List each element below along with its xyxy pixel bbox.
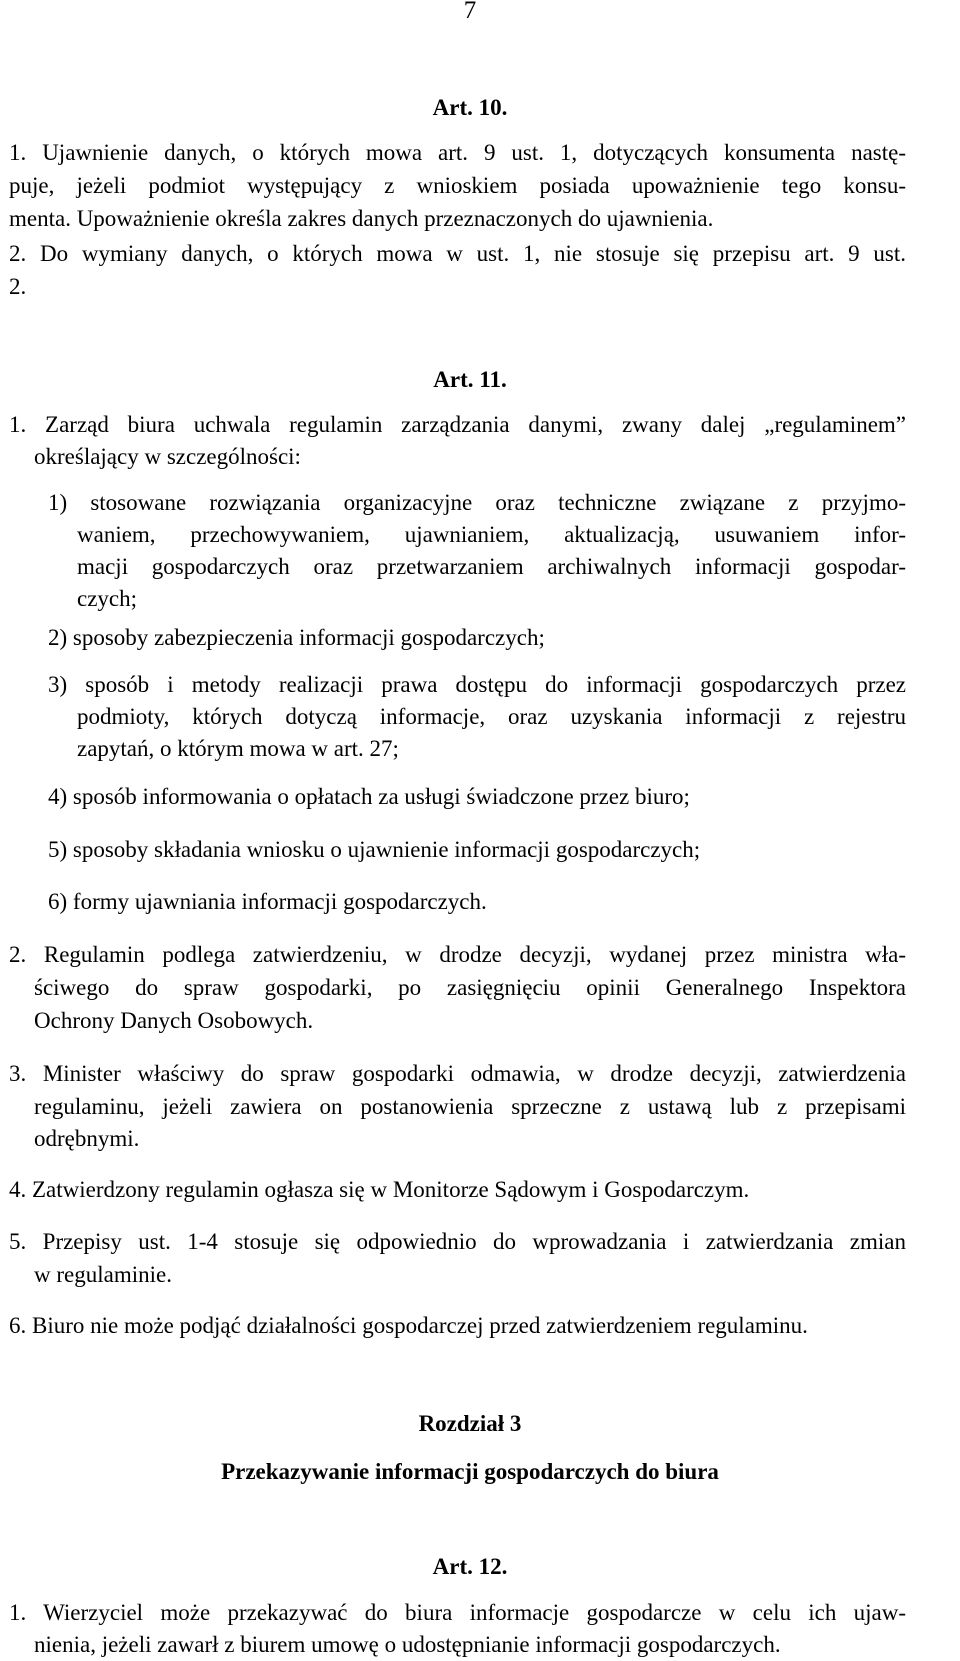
art-11-para-5-line-1: 5. Przepisy ust. 1-4 stosuje się odpowiednio do wprowadzania i zatwierdzania zmian (9, 1229, 906, 1254)
art-11-para-2-line-3: Ochrony Danych Osobowych. (34, 1008, 314, 1033)
art-11-para-2-line-1: 2. Regulamin podlega zatwierdzeniu, w drodze decyzji, wydanej przez ministra wła- (9, 942, 906, 967)
art-11-item-4: 4) sposób informowania o opłatach za usługi świadczone przez biuro; (48, 784, 690, 809)
art-12-line-2: nienia, jeżeli zawarł z biurem umowę o udostępnianie informacji gospodarczych. (34, 1632, 781, 1657)
art-11-para-2-line-2: ściwego do spraw gospodarki, po zasięgnięciu opinii Generalnego Inspektora (34, 975, 906, 1000)
art-11-item-3-line-2: podmioty, których dotyczą informacje, oraz uzyskania informacji z rejestru (77, 704, 906, 729)
art-10-line-1: 1. Ujawnienie danych, o których mowa art. 9 ust. 1, dotyczących konsumenta nastę- (9, 140, 906, 165)
art-11-item-3-line-3: zapytań, o którym mowa w art. 27; (77, 736, 399, 761)
art-11-intro-line-2: określający w szczególności: (34, 444, 301, 469)
art-11-para-3-line-2: regulaminu, jeżeli zawiera on postanowienia sprzeczne z ustawą lub z przepisami (34, 1094, 906, 1119)
art-11-para-5-line-2: w regulaminie. (34, 1262, 172, 1287)
art-11-item-2: 2) sposoby zabezpieczenia informacji gospodarczych; (48, 625, 545, 650)
art-10-heading: Art. 10. (432, 95, 508, 120)
art-10-line-4: 2. Do wymiany danych, o których mowa w ust. 1, nie stosuje się przepisu art. 9 ust. (9, 241, 906, 266)
art-11-heading: Art. 11. (433, 367, 507, 392)
art-10-line-2: puje, jeżeli podmiot występujący z wnioskiem posiada upoważnienie tego konsu- (9, 173, 906, 198)
art-11-item-1-line-2: waniem, przechowywaniem, ujawnianiem, aktualizacją, usuwaniem infor- (77, 522, 906, 547)
art-11-item-1-line-1: 1) stosowane rozwiązania organizacyjne oraz techniczne związane z przyjmo- (48, 490, 906, 515)
chapter-3-title: Przekazywanie informacji gospodarczych do biura (221, 1459, 719, 1484)
art-11-para-4: 4. Zatwierdzony regulamin ogłasza się w Monitorze Sądowym i Gospodarczym. (9, 1177, 750, 1202)
chapter-3-number: Rozdział 3 (418, 1411, 522, 1436)
art-11-item-5: 5) sposoby składania wniosku o ujawnienie informacji gospodarczych; (48, 837, 701, 862)
art-11-item-3-line-1: 3) sposób i metody realizacji prawa dostępu do informacji gospodarczych przez (48, 672, 906, 697)
art-11-para-6: 6. Biuro nie może podjąć działalności gospodarczej przed zatwierdzeniem regulaminu. (9, 1313, 808, 1338)
art-10-line-5: 2. (9, 274, 27, 299)
art-11-para-3-line-1: 3. Minister właściwy do spraw gospodarki odmawia, w drodze decyzji, zatwierdzenia (9, 1061, 906, 1086)
art-11-item-1-line-3: macji gospodarczych oraz przetwarzaniem archiwalnych informacji gospodar- (77, 554, 906, 579)
art-11-intro-line-1: 1. Zarząd biura uchwala regulamin zarządzania danymi, zwany dalej „regulaminem” (9, 412, 906, 437)
art-12-line-1: 1. Wierzyciel może przekazywać do biura informacje gospodarcze w celu ich ujaw- (9, 1600, 906, 1625)
art-11-item-1-line-4: czych; (77, 586, 138, 611)
art-11-para-3-line-3: odrębnymi. (34, 1126, 140, 1151)
page-number: 7 (463, 0, 477, 24)
art-10-line-3: menta. Upoważnienie określa zakres danych przeznaczonych do ujawnienia. (9, 206, 714, 231)
art-12-heading: Art. 12. (432, 1554, 508, 1579)
art-11-item-6: 6) formy ujawniania informacji gospodarczych. (48, 889, 487, 914)
